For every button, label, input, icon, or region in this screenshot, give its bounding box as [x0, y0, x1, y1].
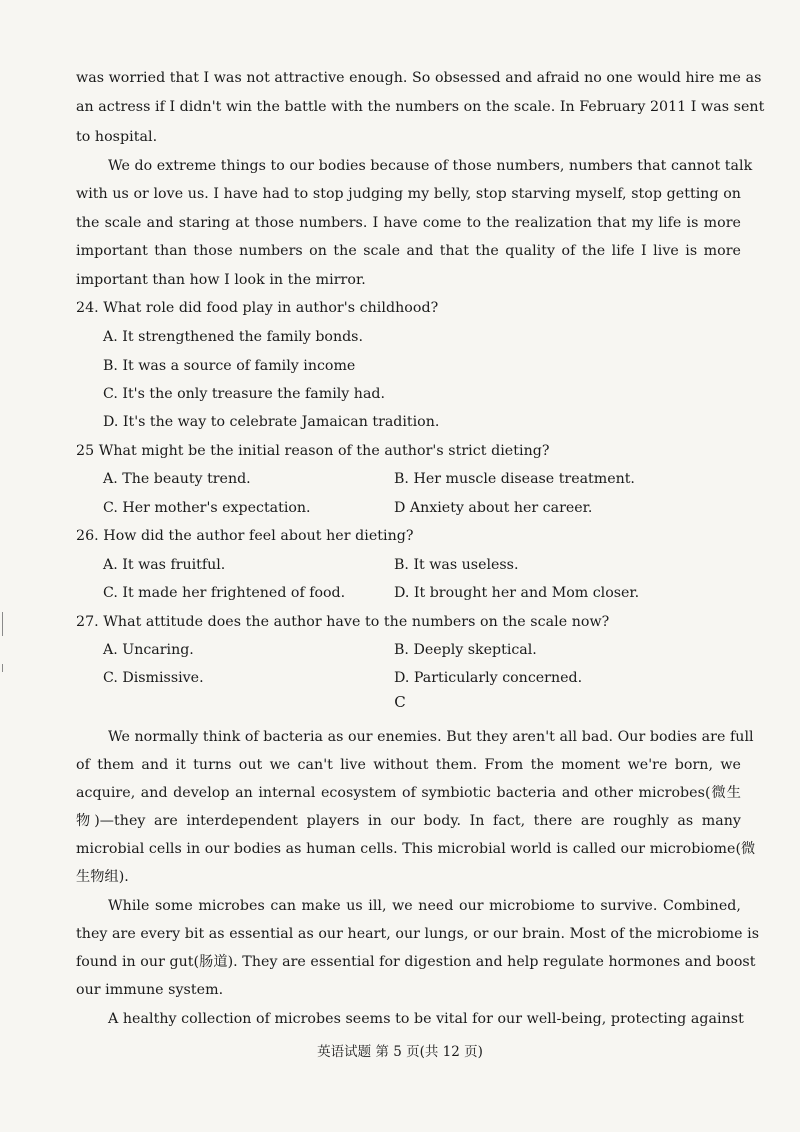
answer-option: C. Dismissive.	[103, 670, 204, 686]
answer-option: A. Uncaring.	[103, 642, 194, 658]
passage-line: to hospital.	[76, 129, 158, 145]
page-footer: 英语试题 第 5 页(共 12 页)	[317, 1044, 483, 1060]
passage-line: We do extreme things to our bodies because of those numbers, numbers that cannot talk	[108, 158, 753, 174]
passage-line: A healthy collection of microbes seems to be vital for our well-being, protecting against	[108, 1011, 744, 1027]
section-heading: C	[394, 693, 406, 711]
question-stem: 24. What role did food play in author's childhood?	[76, 300, 439, 316]
answer-option: A. It was fruitful.	[103, 557, 226, 573]
passage-line: the scale and staring at those numbers. I have come to the realization that my life is more	[76, 215, 741, 231]
question-stem: 26. How did the author feel about her dieting?	[76, 528, 414, 544]
answer-option: B. It was a source of family income	[103, 358, 356, 374]
answer-option: D. It's the way to celebrate Jamaican tradition.	[103, 414, 440, 430]
passage-line: important than how I look in the mirror.	[76, 272, 366, 288]
answer-option: A. It strengthened the family bonds.	[103, 329, 363, 345]
answer-option: B. It was useless.	[394, 557, 519, 573]
passage-line: 物)—they are interdependent players in our body. In fact, there are roughly as many	[76, 813, 741, 829]
answer-option: B. Her muscle disease treatment.	[394, 471, 635, 487]
answer-option: D Anxiety about her career.	[394, 500, 593, 516]
scan-mark	[2, 612, 3, 636]
passage-line: of them and it turns out we can't live without them. From the moment we're born, we	[76, 757, 741, 773]
answer-option: A. The beauty trend.	[103, 471, 251, 487]
question-stem: 25 What might be the initial reason of the author's strict dieting?	[76, 443, 550, 459]
scan-mark	[2, 664, 3, 672]
passage-line: important than those numbers on the scale and that the quality of the life I live is more	[76, 243, 741, 259]
passage-line: 生物组).	[76, 869, 129, 885]
passage-line: our immune system.	[76, 982, 224, 998]
passage-line: with us or love us. I have had to stop judging my belly, stop starving myself, stop getting on	[76, 186, 741, 202]
passage-line: We normally think of bacteria as our enemies. But they aren't all bad. Our bodies are full	[108, 729, 754, 745]
passage-line: acquire, and develop an internal ecosystem of symbiotic bacteria and other microbes(微生	[76, 785, 741, 801]
passage-line: an actress if I didn't win the battle with the numbers on the scale. In February 2011 I was sent	[76, 99, 765, 115]
passage-line: While some microbes can make us ill, we need our microbiome to survive. Combined,	[108, 898, 741, 914]
passage-line: was worried that I was not attractive enough. So obsessed and afraid no one would hire me as	[76, 70, 762, 86]
passage-line: found in our gut(肠道). They are essential for digestion and help regulate hormones and boost	[76, 954, 756, 970]
question-stem: 27. What attitude does the author have to the numbers on the scale now?	[76, 614, 610, 630]
answer-option: C. It made her frightened of food.	[103, 585, 346, 601]
answer-option: D. It brought her and Mom closer.	[394, 585, 640, 601]
answer-option: C. It's the only treasure the family had.	[103, 386, 385, 402]
answer-option: B. Deeply skeptical.	[394, 642, 537, 658]
passage-line: microbial cells in our bodies as human cells. This microbial world is called our microbiome(微	[76, 841, 756, 857]
answer-option: D. Particularly concerned.	[394, 670, 583, 686]
passage-line: they are every bit as essential as our heart, our lungs, or our brain. Most of the microbiome is	[76, 926, 760, 942]
answer-option: C. Her mother's expectation.	[103, 500, 311, 516]
